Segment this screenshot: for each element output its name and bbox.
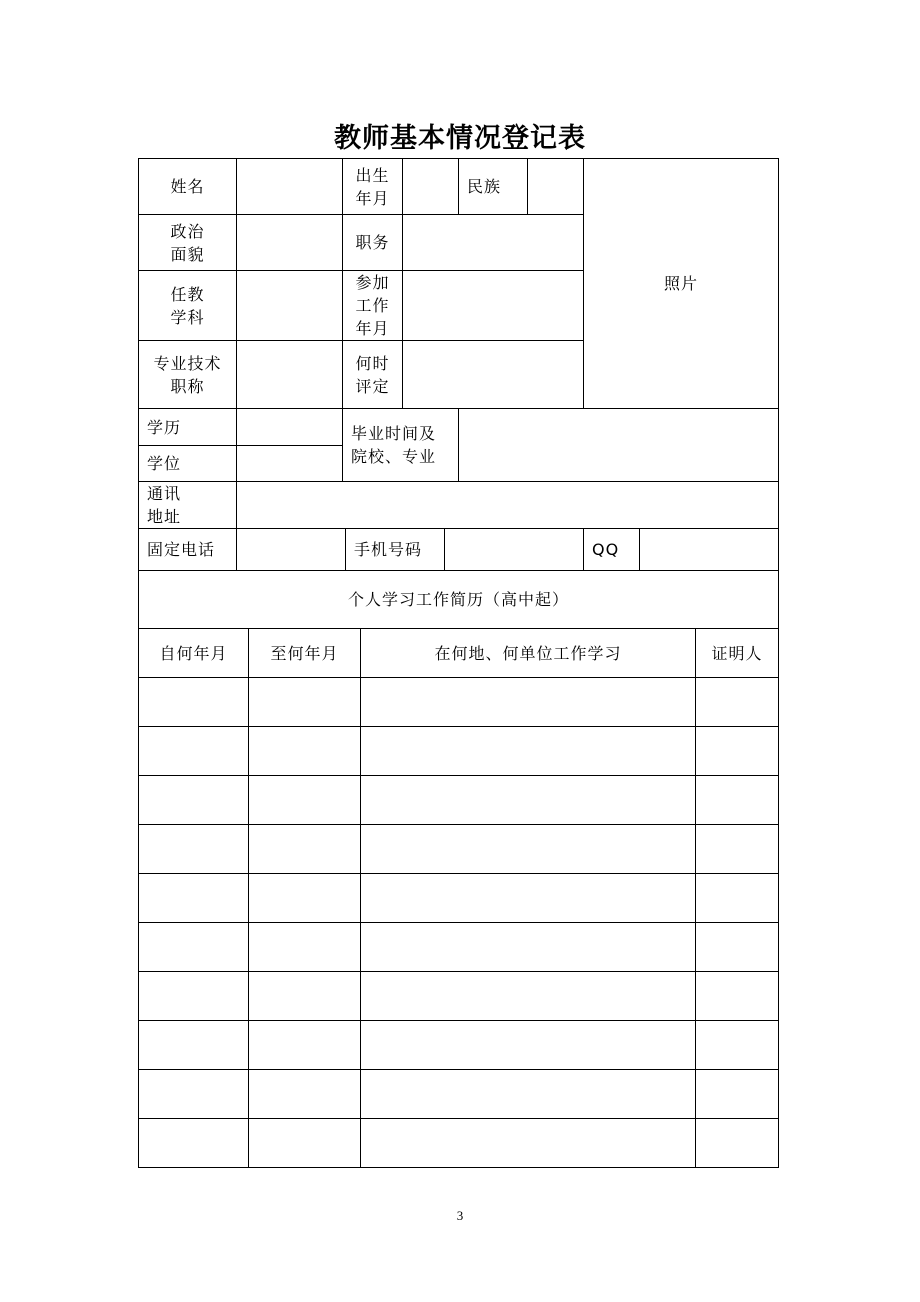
- resume-row-3-witness-cell[interactable]: [695, 775, 779, 825]
- label-work-start: [342, 270, 403, 341]
- phone-field[interactable]: [236, 528, 346, 571]
- label-political: [138, 214, 237, 271]
- resume-row-9-from-date-cell[interactable]: [138, 1069, 249, 1119]
- name-field[interactable]: [236, 158, 343, 215]
- resume-row-10-place-unit-cell[interactable]: [360, 1118, 696, 1168]
- resume-row-6-to-date-cell[interactable]: [248, 922, 361, 972]
- label-degree: [138, 445, 237, 482]
- resume-row-6-place-unit-cell[interactable]: [360, 922, 696, 972]
- label-position: [342, 214, 403, 271]
- label-title-date: [342, 340, 403, 409]
- resume-row-7-from-date-cell[interactable]: [138, 971, 249, 1021]
- resume-row-5-to-date-cell[interactable]: [248, 873, 361, 923]
- title-rank-field[interactable]: [236, 340, 343, 409]
- label-name: [138, 158, 237, 215]
- resume-row-9-to-date-cell[interactable]: [248, 1069, 361, 1119]
- mobile-field[interactable]: [444, 528, 584, 571]
- column-witness: [695, 628, 779, 678]
- address-field[interactable]: [236, 481, 779, 529]
- column-from-date: [138, 628, 249, 678]
- label-phone: [138, 528, 237, 571]
- qq-field[interactable]: [639, 528, 779, 571]
- label-education: [138, 408, 237, 446]
- political-field[interactable]: [236, 214, 343, 271]
- resume-row-1-witness-cell[interactable]: [695, 677, 779, 727]
- label-phone-text: 固定电话: [147, 540, 216, 559]
- resume-heading-text: 个人学习工作简历（高中起）: [347, 590, 569, 609]
- position-field[interactable]: [402, 214, 584, 271]
- label-title-rank: [138, 340, 237, 409]
- label-graduation-text: 毕业时间及 院校、专业: [351, 424, 437, 466]
- column-to-date-text: 至何年月: [270, 643, 339, 663]
- resume-row-1-from-date-cell[interactable]: [138, 677, 249, 727]
- photo-area-text: 照片: [663, 274, 698, 293]
- label-education-text: 学历: [147, 417, 182, 437]
- resume-row-5-from-date-cell[interactable]: [138, 873, 249, 923]
- label-birth-text: 出生 年月: [355, 165, 390, 208]
- column-place-unit: [360, 628, 696, 678]
- resume-row-1-place-unit-cell[interactable]: [360, 677, 696, 727]
- page-number: 3: [456, 1208, 464, 1223]
- photo-area[interactable]: [583, 158, 779, 409]
- label-degree-text: 学位: [147, 454, 182, 473]
- resume-row-6-from-date-cell[interactable]: [138, 922, 249, 972]
- column-from-date-text: 自何年月: [159, 643, 228, 663]
- resume-row-3-to-date-cell[interactable]: [248, 775, 361, 825]
- resume-row-9-place-unit-cell[interactable]: [360, 1069, 696, 1119]
- column-to-date: [248, 628, 361, 678]
- resume-row-10-to-date-cell[interactable]: [248, 1118, 361, 1168]
- label-position-text: 职务: [355, 233, 390, 252]
- resume-row-3-from-date-cell[interactable]: [138, 775, 249, 825]
- label-work-start-text: 参加 工作 年月: [355, 273, 390, 338]
- form-title: 教师基本情况登记表: [334, 123, 586, 154]
- title-date-field[interactable]: [402, 340, 584, 409]
- resume-row-7-place-unit-cell[interactable]: [360, 971, 696, 1021]
- education-field[interactable]: [236, 408, 343, 446]
- resume-row-10-from-date-cell[interactable]: [138, 1118, 249, 1168]
- label-address-text: 通讯 地址: [147, 484, 182, 526]
- label-qq-text: QQ: [592, 540, 620, 559]
- resume-heading: [138, 570, 779, 629]
- label-qq: [583, 528, 640, 571]
- birth-field[interactable]: [402, 158, 459, 215]
- resume-row-4-to-date-cell[interactable]: [248, 824, 361, 874]
- resume-row-2-place-unit-cell[interactable]: [360, 726, 696, 776]
- resume-row-4-witness-cell[interactable]: [695, 824, 779, 874]
- degree-field[interactable]: [236, 445, 343, 482]
- resume-row-10-witness-cell[interactable]: [695, 1118, 779, 1168]
- resume-row-5-place-unit-cell[interactable]: [360, 873, 696, 923]
- label-ethnicity: [458, 158, 528, 215]
- label-title-rank-text: 专业技术 职称: [153, 353, 222, 396]
- resume-row-8-from-date-cell[interactable]: [138, 1020, 249, 1070]
- resume-row-2-from-date-cell[interactable]: [138, 726, 249, 776]
- label-name-text: 姓名: [170, 177, 205, 196]
- label-subject-text: 任教 学科: [170, 284, 205, 327]
- resume-row-2-witness-cell[interactable]: [695, 726, 779, 776]
- column-place-unit-text: 在何地、何单位工作学习: [434, 643, 622, 663]
- label-political-text: 政治 面貌: [170, 221, 205, 264]
- ethnicity-field[interactable]: [527, 158, 584, 215]
- label-mobile-text: 手机号码: [354, 540, 423, 559]
- resume-row-4-from-date-cell[interactable]: [138, 824, 249, 874]
- label-graduation: [342, 408, 459, 482]
- label-birth: [342, 158, 403, 215]
- resume-row-5-witness-cell[interactable]: [695, 873, 779, 923]
- label-ethnicity-text: 民族: [467, 177, 502, 196]
- resume-row-7-to-date-cell[interactable]: [248, 971, 361, 1021]
- resume-row-3-place-unit-cell[interactable]: [360, 775, 696, 825]
- resume-row-9-witness-cell[interactable]: [695, 1069, 779, 1119]
- resume-row-1-to-date-cell[interactable]: [248, 677, 361, 727]
- label-title-date-text: 何时 评定: [355, 353, 390, 396]
- graduation-field[interactable]: [458, 408, 779, 482]
- label-mobile: [345, 528, 445, 571]
- resume-row-7-witness-cell[interactable]: [695, 971, 779, 1021]
- resume-row-8-to-date-cell[interactable]: [248, 1020, 361, 1070]
- work-start-field[interactable]: [402, 270, 584, 341]
- resume-row-8-witness-cell[interactable]: [695, 1020, 779, 1070]
- resume-row-4-place-unit-cell[interactable]: [360, 824, 696, 874]
- subject-field[interactable]: [236, 270, 343, 341]
- resume-row-8-place-unit-cell[interactable]: [360, 1020, 696, 1070]
- column-witness-text: 证明人: [711, 643, 763, 663]
- label-subject: [138, 270, 237, 341]
- resume-row-6-witness-cell[interactable]: [695, 922, 779, 972]
- label-address: [138, 481, 237, 529]
- resume-row-2-to-date-cell[interactable]: [248, 726, 361, 776]
